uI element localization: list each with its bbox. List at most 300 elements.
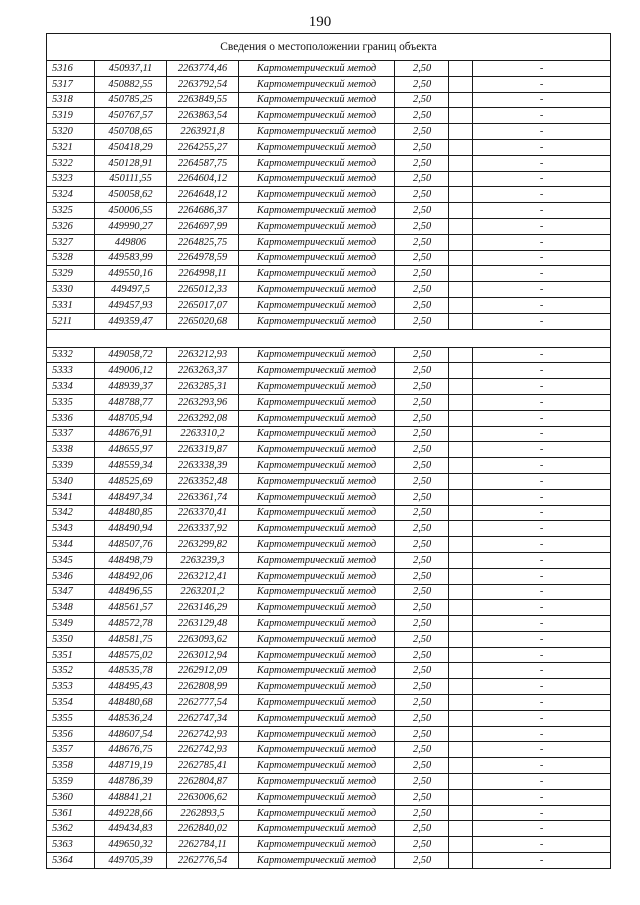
method-cell: Картометрический метод [239,250,395,266]
point-number-cell: 5319 [47,108,95,124]
error-cell: 2,50 [395,124,449,140]
point-number-cell: 5333 [47,363,95,379]
x-coordinate-cell: 448788,77 [95,394,167,410]
extra-cell [449,521,473,537]
x-coordinate-cell: 449457,93 [95,297,167,313]
table-row [47,171,611,187]
extra-cell [449,647,473,663]
note-cell: - [473,76,611,92]
extra-cell [449,584,473,600]
method-cell: Картометрический метод [239,695,395,711]
error-cell: 2,50 [395,726,449,742]
note-cell: - [473,124,611,140]
method-cell: Картометрический метод [239,203,395,219]
extra-cell [449,710,473,726]
point-number-cell: 5351 [47,647,95,663]
x-coordinate-cell: 449550,16 [95,266,167,282]
note-cell: - [473,853,611,869]
note-cell: - [473,108,611,124]
y-coordinate-cell: 2264648,12 [167,187,239,203]
table-row [47,853,611,869]
extra-cell [449,155,473,171]
method-cell: Картометрический метод [239,266,395,282]
method-cell: Картометрический метод [239,552,395,568]
note-cell: - [473,631,611,647]
note-cell: - [473,347,611,363]
extra-cell [449,250,473,266]
table-row [47,155,611,171]
table-row [47,584,611,600]
y-coordinate-cell: 2265017,07 [167,297,239,313]
method-cell: Картометрический метод [239,139,395,155]
method-cell: Картометрический метод [239,187,395,203]
table-row [47,600,611,616]
table-title: Сведения о местоположении границ объекта [47,34,611,61]
point-number-cell: 5361 [47,805,95,821]
y-coordinate-cell: 2262747,34 [167,710,239,726]
x-coordinate-cell: 450006,55 [95,203,167,219]
x-coordinate-cell: 450128,91 [95,155,167,171]
note-cell: - [473,758,611,774]
table-row [47,726,611,742]
x-coordinate-cell: 448536,24 [95,710,167,726]
error-cell: 2,50 [395,473,449,489]
table-row [47,363,611,379]
method-cell: Картометрический метод [239,521,395,537]
point-number-cell: 5335 [47,394,95,410]
table-row [47,789,611,805]
x-coordinate-cell: 448498,79 [95,552,167,568]
extra-cell [449,789,473,805]
table-row [47,234,611,250]
table-row [47,521,611,537]
x-coordinate-cell: 448676,91 [95,426,167,442]
method-cell: Картометрический метод [239,505,395,521]
x-coordinate-cell: 448496,55 [95,584,167,600]
y-coordinate-cell: 2262776,54 [167,853,239,869]
note-cell: - [473,155,611,171]
extra-cell [449,679,473,695]
extra-cell [449,187,473,203]
point-number-cell: 5353 [47,679,95,695]
method-cell: Картометрический метод [239,282,395,298]
method-cell: Картометрический метод [239,297,395,313]
method-cell: Картометрический метод [239,473,395,489]
note-cell: - [473,61,611,77]
x-coordinate-cell: 449497,5 [95,282,167,298]
error-cell: 2,50 [395,742,449,758]
error-cell: 2,50 [395,442,449,458]
table-title-row [47,34,611,61]
extra-cell [449,805,473,821]
x-coordinate-cell: 449990,27 [95,218,167,234]
note-cell: - [473,505,611,521]
error-cell: 2,50 [395,297,449,313]
y-coordinate-cell: 2264998,11 [167,266,239,282]
note-cell: - [473,394,611,410]
table-row [47,458,611,474]
error-cell: 2,50 [395,410,449,426]
point-number-cell: 5348 [47,600,95,616]
error-cell: 2,50 [395,363,449,379]
table-row [47,552,611,568]
table-row [47,266,611,282]
point-number-cell: 5316 [47,61,95,77]
error-cell: 2,50 [395,313,449,329]
method-cell: Картометрический метод [239,61,395,77]
table-row [47,426,611,442]
extra-cell [449,631,473,647]
error-cell: 2,50 [395,853,449,869]
point-number-cell: 5341 [47,489,95,505]
method-cell: Картометрический метод [239,394,395,410]
method-cell: Картометрический метод [239,679,395,695]
table-row [47,394,611,410]
y-coordinate-cell: 2263146,29 [167,600,239,616]
extra-cell [449,76,473,92]
x-coordinate-cell: 448490,94 [95,521,167,537]
note-cell: - [473,473,611,489]
note-cell: - [473,218,611,234]
extra-cell [449,505,473,521]
method-cell: Картометрический метод [239,124,395,140]
x-coordinate-cell: 448705,94 [95,410,167,426]
table-row [47,568,611,584]
error-cell: 2,50 [395,489,449,505]
x-coordinate-cell: 449058,72 [95,347,167,363]
method-cell: Картометрический метод [239,774,395,790]
y-coordinate-cell: 2263239,3 [167,552,239,568]
extra-cell [449,695,473,711]
y-coordinate-cell: 2265020,68 [167,313,239,329]
boundary-coordinates-table [46,33,611,869]
table-row [47,473,611,489]
point-number-cell: 5211 [47,313,95,329]
error-cell: 2,50 [395,282,449,298]
point-number-cell: 5320 [47,124,95,140]
point-number-cell: 5346 [47,568,95,584]
table-row [47,679,611,695]
x-coordinate-cell: 449650,32 [95,837,167,853]
table-row [47,187,611,203]
y-coordinate-cell: 2264604,12 [167,171,239,187]
extra-cell [449,458,473,474]
extra-cell [449,774,473,790]
x-coordinate-cell: 450767,57 [95,108,167,124]
method-cell: Картометрический метод [239,805,395,821]
extra-cell [449,234,473,250]
extra-cell [449,616,473,632]
extra-cell [449,282,473,298]
note-cell: - [473,805,611,821]
point-number-cell: 5339 [47,458,95,474]
point-number-cell: 5356 [47,726,95,742]
method-cell: Картометрический метод [239,363,395,379]
method-cell: Картометрический метод [239,821,395,837]
extra-cell [449,552,473,568]
table-row [47,410,611,426]
y-coordinate-cell: 2264978,59 [167,250,239,266]
x-coordinate-cell: 448492,06 [95,568,167,584]
table-row [47,250,611,266]
note-cell: - [473,647,611,663]
extra-cell [449,473,473,489]
point-number-cell: 5332 [47,347,95,363]
point-number-cell: 5336 [47,410,95,426]
note-cell: - [473,379,611,395]
x-coordinate-cell: 448559,34 [95,458,167,474]
note-cell: - [473,92,611,108]
point-number-cell: 5362 [47,821,95,837]
point-number-cell: 5342 [47,505,95,521]
extra-cell [449,266,473,282]
extra-cell [449,821,473,837]
table-row [47,442,611,458]
method-cell: Картометрический метод [239,616,395,632]
extra-cell [449,313,473,329]
extra-cell [449,410,473,426]
error-cell: 2,50 [395,139,449,155]
y-coordinate-cell: 2262785,41 [167,758,239,774]
table-row [47,379,611,395]
point-number-cell: 5358 [47,758,95,774]
point-number-cell: 5331 [47,297,95,313]
method-cell: Картометрический метод [239,313,395,329]
method-cell: Картометрический метод [239,853,395,869]
table-row [47,631,611,647]
y-coordinate-cell: 2263849,55 [167,92,239,108]
table-row [47,758,611,774]
error-cell: 2,50 [395,426,449,442]
table-row [47,821,611,837]
table-row [47,76,611,92]
error-cell: 2,50 [395,218,449,234]
error-cell: 2,50 [395,631,449,647]
table-row [47,61,611,77]
method-cell: Картометрический метод [239,458,395,474]
point-number-cell: 5347 [47,584,95,600]
note-cell: - [473,837,611,853]
table-row [47,92,611,108]
note-cell: - [473,489,611,505]
method-cell: Картометрический метод [239,568,395,584]
error-cell: 2,50 [395,203,449,219]
error-cell: 2,50 [395,789,449,805]
y-coordinate-cell: 2263337,92 [167,521,239,537]
y-coordinate-cell: 2263361,74 [167,489,239,505]
table-row [47,297,611,313]
y-coordinate-cell: 2263129,48 [167,616,239,632]
extra-cell [449,61,473,77]
error-cell: 2,50 [395,647,449,663]
error-cell: 2,50 [395,584,449,600]
point-number-cell: 5349 [47,616,95,632]
point-number-cell: 5321 [47,139,95,155]
group-separator-cell [47,329,611,347]
table-row [47,663,611,679]
y-coordinate-cell: 2264255,27 [167,139,239,155]
y-coordinate-cell: 2263352,48 [167,473,239,489]
extra-cell [449,108,473,124]
y-coordinate-cell: 2262742,93 [167,742,239,758]
y-coordinate-cell: 2263774,46 [167,61,239,77]
x-coordinate-cell: 448497,34 [95,489,167,505]
y-coordinate-cell: 2263299,82 [167,537,239,553]
y-coordinate-cell: 2263012,94 [167,647,239,663]
point-number-cell: 5344 [47,537,95,553]
method-cell: Картометрический метод [239,710,395,726]
y-coordinate-cell: 2262742,93 [167,726,239,742]
point-number-cell: 5359 [47,774,95,790]
y-coordinate-cell: 2262893,5 [167,805,239,821]
note-cell: - [473,695,611,711]
x-coordinate-cell: 449806 [95,234,167,250]
method-cell: Картометрический метод [239,155,395,171]
error-cell: 2,50 [395,234,449,250]
error-cell: 2,50 [395,774,449,790]
note-cell: - [473,568,611,584]
method-cell: Картометрический метод [239,789,395,805]
error-cell: 2,50 [395,600,449,616]
x-coordinate-cell: 448939,37 [95,379,167,395]
table-row [47,774,611,790]
note-cell: - [473,297,611,313]
y-coordinate-cell: 2263338,39 [167,458,239,474]
error-cell: 2,50 [395,458,449,474]
note-cell: - [473,203,611,219]
error-cell: 2,50 [395,695,449,711]
method-cell: Картометрический метод [239,537,395,553]
error-cell: 2,50 [395,171,449,187]
note-cell: - [473,313,611,329]
note-cell: - [473,789,611,805]
error-cell: 2,50 [395,187,449,203]
error-cell: 2,50 [395,663,449,679]
method-cell: Картометрический метод [239,410,395,426]
y-coordinate-cell: 2263310,2 [167,426,239,442]
error-cell: 2,50 [395,837,449,853]
error-cell: 2,50 [395,266,449,282]
y-coordinate-cell: 2262804,87 [167,774,239,790]
table-row [47,505,611,521]
extra-cell [449,663,473,679]
x-coordinate-cell: 448676,75 [95,742,167,758]
extra-cell [449,726,473,742]
note-cell: - [473,410,611,426]
y-coordinate-cell: 2264825,75 [167,234,239,250]
extra-cell [449,218,473,234]
error-cell: 2,50 [395,568,449,584]
method-cell: Картометрический метод [239,171,395,187]
y-coordinate-cell: 2263319,87 [167,442,239,458]
x-coordinate-cell: 448480,85 [95,505,167,521]
x-coordinate-cell: 448480,68 [95,695,167,711]
x-coordinate-cell: 450882,55 [95,76,167,92]
y-coordinate-cell: 2263093,62 [167,631,239,647]
method-cell: Картометрический метод [239,489,395,505]
extra-cell [449,742,473,758]
y-coordinate-cell: 2262784,11 [167,837,239,853]
x-coordinate-cell: 448719,19 [95,758,167,774]
note-cell: - [473,521,611,537]
y-coordinate-cell: 2262912,09 [167,663,239,679]
error-cell: 2,50 [395,250,449,266]
note-cell: - [473,584,611,600]
x-coordinate-cell: 450058,62 [95,187,167,203]
point-number-cell: 5322 [47,155,95,171]
note-cell: - [473,663,611,679]
point-number-cell: 5328 [47,250,95,266]
point-number-cell: 5354 [47,695,95,711]
error-cell: 2,50 [395,76,449,92]
point-number-cell: 5340 [47,473,95,489]
note-cell: - [473,282,611,298]
note-cell: - [473,600,611,616]
table-row [47,282,611,298]
error-cell: 2,50 [395,155,449,171]
note-cell: - [473,458,611,474]
point-number-cell: 5329 [47,266,95,282]
x-coordinate-cell: 448581,75 [95,631,167,647]
table-row [47,616,611,632]
extra-cell [449,203,473,219]
extra-cell [449,489,473,505]
note-cell: - [473,726,611,742]
x-coordinate-cell: 450785,25 [95,92,167,108]
point-number-cell: 5357 [47,742,95,758]
extra-cell [449,426,473,442]
note-cell: - [473,710,611,726]
error-cell: 2,50 [395,805,449,821]
error-cell: 2,50 [395,61,449,77]
note-cell: - [473,616,611,632]
note-cell: - [473,821,611,837]
y-coordinate-cell: 2262777,54 [167,695,239,711]
error-cell: 2,50 [395,92,449,108]
note-cell: - [473,679,611,695]
extra-cell [449,394,473,410]
extra-cell [449,600,473,616]
x-coordinate-cell: 449359,47 [95,313,167,329]
point-number-cell: 5317 [47,76,95,92]
table-row [47,124,611,140]
error-cell: 2,50 [395,758,449,774]
point-number-cell: 5360 [47,789,95,805]
y-coordinate-cell: 2264587,75 [167,155,239,171]
point-number-cell: 5330 [47,282,95,298]
x-coordinate-cell: 448495,43 [95,679,167,695]
extra-cell [449,171,473,187]
extra-cell [449,363,473,379]
page-number: 190 [308,14,332,30]
method-cell: Картометрический метод [239,584,395,600]
point-number-cell: 5334 [47,379,95,395]
extra-cell [449,347,473,363]
x-coordinate-cell: 449583,99 [95,250,167,266]
x-coordinate-cell: 448561,57 [95,600,167,616]
point-number-cell: 5327 [47,234,95,250]
x-coordinate-cell: 448575,02 [95,647,167,663]
error-cell: 2,50 [395,821,449,837]
table-row [47,695,611,711]
extra-cell [449,379,473,395]
table-row [47,108,611,124]
extra-cell [449,92,473,108]
y-coordinate-cell: 2264686,37 [167,203,239,219]
table-row [47,203,611,219]
method-cell: Картометрический метод [239,647,395,663]
method-cell: Картометрический метод [239,92,395,108]
